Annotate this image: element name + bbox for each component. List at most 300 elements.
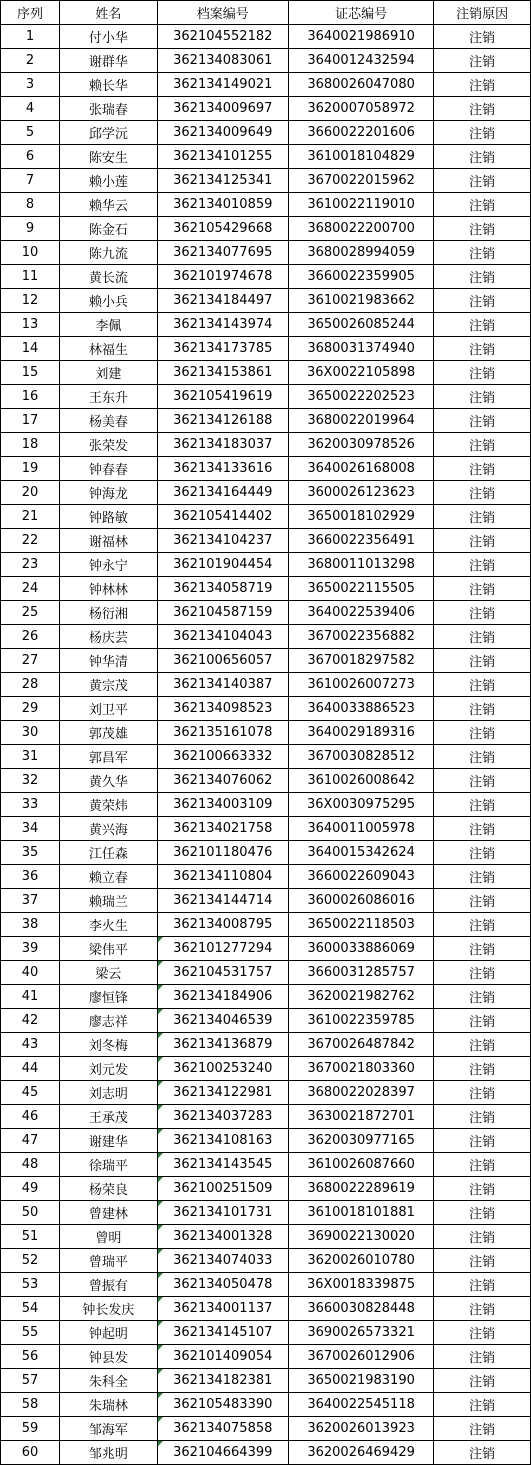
cell-serial: 14 bbox=[1, 337, 60, 361]
cell-reason: 注销 bbox=[434, 1393, 531, 1417]
cell-reason: 注销 bbox=[434, 433, 531, 457]
cell-reason: 注销 bbox=[434, 169, 531, 193]
cell-chip-no: 3640033886523 bbox=[288, 697, 433, 721]
cell-name: 杨庆芸 bbox=[60, 625, 158, 649]
cell-chip-no: 3610026087660 bbox=[288, 1153, 433, 1177]
table-row bbox=[1, 1153, 531, 1177]
cell-serial: 32 bbox=[1, 769, 60, 793]
cell-serial: 31 bbox=[1, 745, 60, 769]
cell-serial: 38 bbox=[1, 913, 60, 937]
cell-name: 李火生 bbox=[60, 913, 158, 937]
table-row bbox=[1, 1105, 531, 1129]
cell-chip-no: 3620026010780 bbox=[288, 1249, 433, 1273]
table-row bbox=[1, 529, 531, 553]
cell-name: 郭昌军 bbox=[60, 745, 158, 769]
cell-name: 刘建 bbox=[60, 361, 158, 385]
table-row bbox=[1, 313, 531, 337]
cell-file-no: 362104531757 bbox=[157, 961, 288, 985]
cell-chip-no: 3620030977165 bbox=[288, 1129, 433, 1153]
cell-file-no: 362104587159 bbox=[157, 601, 288, 625]
cell-reason: 注销 bbox=[434, 961, 531, 985]
cell-chip-no: 3610018104829 bbox=[288, 145, 433, 169]
table-row bbox=[1, 913, 531, 937]
cell-file-no: 362100253240 bbox=[157, 1057, 288, 1081]
cell-chip-no: 3680022200700 bbox=[288, 217, 433, 241]
cell-name: 张瑞春 bbox=[60, 97, 158, 121]
cell-chip-no: 3680022289619 bbox=[288, 1177, 433, 1201]
cell-file-no: 362101409054 bbox=[157, 1345, 288, 1369]
cell-reason: 注销 bbox=[434, 361, 531, 385]
cell-reason: 注销 bbox=[434, 265, 531, 289]
cell-reason: 注销 bbox=[434, 505, 531, 529]
table-row bbox=[1, 1273, 531, 1297]
cell-chip-no: 36X0022105898 bbox=[288, 361, 433, 385]
cell-file-no: 362134164449 bbox=[157, 481, 288, 505]
table-row bbox=[1, 745, 531, 769]
cell-name: 王东升 bbox=[60, 385, 158, 409]
cell-file-no: 362134008795 bbox=[157, 913, 288, 937]
table-row bbox=[1, 481, 531, 505]
cell-chip-no: 3670022356882 bbox=[288, 625, 433, 649]
cell-file-no: 362134143974 bbox=[157, 313, 288, 337]
cell-reason: 注销 bbox=[434, 793, 531, 817]
cell-reason: 注销 bbox=[434, 721, 531, 745]
cell-chip-no: 3640021986910 bbox=[288, 25, 433, 49]
cell-reason: 注销 bbox=[434, 1009, 531, 1033]
cell-serial: 59 bbox=[1, 1417, 60, 1441]
cell-name: 刘冬梅 bbox=[60, 1033, 158, 1057]
cell-name: 钟林林 bbox=[60, 577, 158, 601]
cell-reason: 注销 bbox=[434, 673, 531, 697]
cell-chip-no: 3660022359905 bbox=[288, 265, 433, 289]
cell-chip-no: 3660030828448 bbox=[288, 1297, 433, 1321]
cell-file-no: 362134075858 bbox=[157, 1417, 288, 1441]
cell-name: 林福生 bbox=[60, 337, 158, 361]
cell-reason: 注销 bbox=[434, 1153, 531, 1177]
cell-reason: 注销 bbox=[434, 1081, 531, 1105]
cell-reason: 注销 bbox=[434, 1033, 531, 1057]
table-row bbox=[1, 265, 531, 289]
cell-chip-no: 3660022356491 bbox=[288, 529, 433, 553]
cell-serial: 18 bbox=[1, 433, 60, 457]
cell-name: 徐瑞平 bbox=[60, 1153, 158, 1177]
cell-name: 刘卫平 bbox=[60, 697, 158, 721]
cell-chip-no: 3620021982762 bbox=[288, 985, 433, 1009]
table-row bbox=[1, 457, 531, 481]
cell-serial: 7 bbox=[1, 169, 60, 193]
cell-serial: 57 bbox=[1, 1369, 60, 1393]
cell-name: 杨美春 bbox=[60, 409, 158, 433]
cell-file-no: 362134133616 bbox=[157, 457, 288, 481]
cell-reason: 注销 bbox=[434, 745, 531, 769]
cell-name: 陈九流 bbox=[60, 241, 158, 265]
cell-file-no: 362134009649 bbox=[157, 121, 288, 145]
cell-chip-no: 3680026047080 bbox=[288, 73, 433, 97]
cell-serial: 27 bbox=[1, 649, 60, 673]
cell-reason: 注销 bbox=[434, 1129, 531, 1153]
cell-serial: 10 bbox=[1, 241, 60, 265]
cell-reason: 注销 bbox=[434, 865, 531, 889]
cell-serial: 24 bbox=[1, 577, 60, 601]
cell-chip-no: 3670030828512 bbox=[288, 745, 433, 769]
cell-name: 刘元发 bbox=[60, 1057, 158, 1081]
cell-reason: 注销 bbox=[434, 145, 531, 169]
cell-reason: 注销 bbox=[434, 649, 531, 673]
cell-reason: 注销 bbox=[434, 913, 531, 937]
cell-file-no: 362105429668 bbox=[157, 217, 288, 241]
table-row bbox=[1, 577, 531, 601]
cell-file-no: 362134003109 bbox=[157, 793, 288, 817]
cell-serial: 58 bbox=[1, 1393, 60, 1417]
cell-name: 谢建华 bbox=[60, 1129, 158, 1153]
cell-name: 朱瑞林 bbox=[60, 1393, 158, 1417]
cell-chip-no: 3650022115505 bbox=[288, 577, 433, 601]
cell-serial: 60 bbox=[1, 1441, 60, 1465]
cell-reason: 注销 bbox=[434, 1441, 531, 1465]
cell-name: 黄久华 bbox=[60, 769, 158, 793]
cell-reason: 注销 bbox=[434, 553, 531, 577]
cell-name: 钟起明 bbox=[60, 1321, 158, 1345]
cell-serial: 39 bbox=[1, 937, 60, 961]
cell-reason: 注销 bbox=[434, 1177, 531, 1201]
cell-file-no: 362134009697 bbox=[157, 97, 288, 121]
cell-reason: 注销 bbox=[434, 817, 531, 841]
cell-name: 钟路敏 bbox=[60, 505, 158, 529]
cell-name: 陈安生 bbox=[60, 145, 158, 169]
cell-serial: 2 bbox=[1, 49, 60, 73]
table-row bbox=[1, 289, 531, 313]
table-row bbox=[1, 385, 531, 409]
cell-reason: 注销 bbox=[434, 1417, 531, 1441]
cell-name: 李佩 bbox=[60, 313, 158, 337]
cell-file-no: 362134173785 bbox=[157, 337, 288, 361]
cell-reason: 注销 bbox=[434, 1297, 531, 1321]
cell-reason: 注销 bbox=[434, 193, 531, 217]
cell-chip-no: 3610021983662 bbox=[288, 289, 433, 313]
cell-chip-no: 3650022118503 bbox=[288, 913, 433, 937]
cell-file-no: 362100251509 bbox=[157, 1177, 288, 1201]
cell-serial: 28 bbox=[1, 673, 60, 697]
table-row bbox=[1, 1225, 531, 1249]
cell-serial: 26 bbox=[1, 625, 60, 649]
cell-reason: 注销 bbox=[434, 1369, 531, 1393]
cell-reason: 注销 bbox=[434, 49, 531, 73]
cell-file-no: 362134001328 bbox=[157, 1225, 288, 1249]
table-row bbox=[1, 361, 531, 385]
cell-file-no: 362134076062 bbox=[157, 769, 288, 793]
cell-serial: 53 bbox=[1, 1273, 60, 1297]
cell-serial: 36 bbox=[1, 865, 60, 889]
table-row bbox=[1, 1081, 531, 1105]
cell-reason: 注销 bbox=[434, 1201, 531, 1225]
cell-chip-no: 3690022130020 bbox=[288, 1225, 433, 1249]
cell-name: 钟华清 bbox=[60, 649, 158, 673]
cell-reason: 注销 bbox=[434, 1273, 531, 1297]
cell-name: 赖长华 bbox=[60, 73, 158, 97]
cell-file-no: 362134182381 bbox=[157, 1369, 288, 1393]
table-row bbox=[1, 937, 531, 961]
cell-name: 钟春春 bbox=[60, 457, 158, 481]
cell-name: 张荣发 bbox=[60, 433, 158, 457]
table-row bbox=[1, 1129, 531, 1153]
table-row bbox=[1, 97, 531, 121]
table-row bbox=[1, 433, 531, 457]
cell-reason: 注销 bbox=[434, 409, 531, 433]
cell-chip-no: 3650018102929 bbox=[288, 505, 433, 529]
cell-file-no: 362134145107 bbox=[157, 1321, 288, 1345]
table-body bbox=[1, 25, 531, 1465]
cell-chip-no: 3680022028397 bbox=[288, 1081, 433, 1105]
cell-name: 邱学沅 bbox=[60, 121, 158, 145]
cell-chip-no: 3610022119010 bbox=[288, 193, 433, 217]
cell-serial: 5 bbox=[1, 121, 60, 145]
cell-serial: 41 bbox=[1, 985, 60, 1009]
table-row bbox=[1, 409, 531, 433]
cell-serial: 40 bbox=[1, 961, 60, 985]
cell-serial: 34 bbox=[1, 817, 60, 841]
cell-name: 付小华 bbox=[60, 25, 158, 49]
cell-file-no: 362105483390 bbox=[157, 1393, 288, 1417]
cell-file-no: 362134021758 bbox=[157, 817, 288, 841]
table-row bbox=[1, 625, 531, 649]
cell-chip-no: 3640022545118 bbox=[288, 1393, 433, 1417]
cell-reason: 注销 bbox=[434, 385, 531, 409]
cell-chip-no: 36X0018339875 bbox=[288, 1273, 433, 1297]
cell-name: 谢福林 bbox=[60, 529, 158, 553]
cell-name: 赖立春 bbox=[60, 865, 158, 889]
cell-serial: 17 bbox=[1, 409, 60, 433]
table-row bbox=[1, 985, 531, 1009]
table-row bbox=[1, 1177, 531, 1201]
cell-reason: 注销 bbox=[434, 241, 531, 265]
cell-serial: 49 bbox=[1, 1177, 60, 1201]
cell-serial: 20 bbox=[1, 481, 60, 505]
cell-file-no: 362134125341 bbox=[157, 169, 288, 193]
table-row bbox=[1, 121, 531, 145]
cell-serial: 51 bbox=[1, 1225, 60, 1249]
cell-serial: 45 bbox=[1, 1081, 60, 1105]
cell-serial: 56 bbox=[1, 1345, 60, 1369]
cell-serial: 29 bbox=[1, 697, 60, 721]
table-row bbox=[1, 1369, 531, 1393]
cell-file-no: 362134104237 bbox=[157, 529, 288, 553]
cell-name: 郭茂雄 bbox=[60, 721, 158, 745]
cell-reason: 注销 bbox=[434, 985, 531, 1009]
cell-name: 黄宗茂 bbox=[60, 673, 158, 697]
table-row bbox=[1, 697, 531, 721]
cell-file-no: 362101277294 bbox=[157, 937, 288, 961]
cell-name: 谢群华 bbox=[60, 49, 158, 73]
cell-reason: 注销 bbox=[434, 1345, 531, 1369]
cell-reason: 注销 bbox=[434, 337, 531, 361]
table-row bbox=[1, 241, 531, 265]
cell-chip-no: 3610018101881 bbox=[288, 1201, 433, 1225]
table-row bbox=[1, 649, 531, 673]
cell-chip-no: 3600033886069 bbox=[288, 937, 433, 961]
cell-chip-no: 3610026008642 bbox=[288, 769, 433, 793]
table-row bbox=[1, 1009, 531, 1033]
cell-name: 梁云 bbox=[60, 961, 158, 985]
cell-chip-no: 3620026013923 bbox=[288, 1417, 433, 1441]
cell-serial: 55 bbox=[1, 1321, 60, 1345]
cell-file-no: 362134110804 bbox=[157, 865, 288, 889]
header-chip-no: 证芯编号 bbox=[288, 1, 433, 25]
cell-chip-no: 3670021803360 bbox=[288, 1057, 433, 1081]
cell-chip-no: 3660022201606 bbox=[288, 121, 433, 145]
cell-file-no: 362134050478 bbox=[157, 1273, 288, 1297]
cell-name: 曾瑞平 bbox=[60, 1249, 158, 1273]
cell-file-no: 362101180476 bbox=[157, 841, 288, 865]
header-name: 姓名 bbox=[60, 1, 158, 25]
cell-file-no: 362100656057 bbox=[157, 649, 288, 673]
cell-file-no: 362100663332 bbox=[157, 745, 288, 769]
cell-file-no: 362105414402 bbox=[157, 505, 288, 529]
cell-chip-no: 3650026085244 bbox=[288, 313, 433, 337]
table-row bbox=[1, 505, 531, 529]
table-row bbox=[1, 1057, 531, 1081]
cell-reason: 注销 bbox=[434, 937, 531, 961]
cell-chip-no: 3620007058972 bbox=[288, 97, 433, 121]
cell-serial: 22 bbox=[1, 529, 60, 553]
cell-reason: 注销 bbox=[434, 25, 531, 49]
cell-chip-no: 3680031374940 bbox=[288, 337, 433, 361]
cell-chip-no: 3610026007273 bbox=[288, 673, 433, 697]
cell-chip-no: 3670026012906 bbox=[288, 1345, 433, 1369]
cell-file-no: 362134074033 bbox=[157, 1249, 288, 1273]
cell-file-no: 362104664399 bbox=[157, 1441, 288, 1465]
cell-name: 梁伟平 bbox=[60, 937, 158, 961]
cell-serial: 43 bbox=[1, 1033, 60, 1057]
cell-serial: 23 bbox=[1, 553, 60, 577]
cell-name: 杨衍湘 bbox=[60, 601, 158, 625]
cell-reason: 注销 bbox=[434, 769, 531, 793]
cell-reason: 注销 bbox=[434, 313, 531, 337]
cell-reason: 注销 bbox=[434, 1105, 531, 1129]
cell-chip-no: 3620026469429 bbox=[288, 1441, 433, 1465]
cell-name: 赖华云 bbox=[60, 193, 158, 217]
cell-file-no: 362134101731 bbox=[157, 1201, 288, 1225]
cell-chip-no: 3630021872701 bbox=[288, 1105, 433, 1129]
cell-serial: 1 bbox=[1, 25, 60, 49]
cell-serial: 54 bbox=[1, 1297, 60, 1321]
cell-chip-no: 3640029189316 bbox=[288, 721, 433, 745]
table-row bbox=[1, 1441, 531, 1465]
cell-name: 赖小兵 bbox=[60, 289, 158, 313]
cell-file-no: 362104552182 bbox=[157, 25, 288, 49]
cell-file-no: 362134140387 bbox=[157, 673, 288, 697]
cell-file-no: 362134001137 bbox=[157, 1297, 288, 1321]
cell-file-no: 362134122981 bbox=[157, 1081, 288, 1105]
cell-chip-no: 3680011013298 bbox=[288, 553, 433, 577]
table-row bbox=[1, 193, 531, 217]
cell-chip-no: 3640022539406 bbox=[288, 601, 433, 625]
cell-name: 江任森 bbox=[60, 841, 158, 865]
cell-name: 陈金石 bbox=[60, 217, 158, 241]
table-row bbox=[1, 169, 531, 193]
cell-chip-no: 3600026086016 bbox=[288, 889, 433, 913]
cell-name: 钟海龙 bbox=[60, 481, 158, 505]
cell-reason: 注销 bbox=[434, 1225, 531, 1249]
cell-serial: 47 bbox=[1, 1129, 60, 1153]
cell-serial: 33 bbox=[1, 793, 60, 817]
cell-serial: 35 bbox=[1, 841, 60, 865]
table-row bbox=[1, 1297, 531, 1321]
cell-file-no: 362134184497 bbox=[157, 289, 288, 313]
table-row bbox=[1, 769, 531, 793]
cell-file-no: 362134098523 bbox=[157, 697, 288, 721]
cell-name: 钟长发庆 bbox=[60, 1297, 158, 1321]
cell-chip-no: 3640015342624 bbox=[288, 841, 433, 865]
cell-file-no: 362134083061 bbox=[157, 49, 288, 73]
cell-name: 朱科全 bbox=[60, 1369, 158, 1393]
cell-file-no: 362134149021 bbox=[157, 73, 288, 97]
table-row bbox=[1, 337, 531, 361]
cell-serial: 25 bbox=[1, 601, 60, 625]
cell-name: 王承茂 bbox=[60, 1105, 158, 1129]
cell-serial: 16 bbox=[1, 385, 60, 409]
cell-reason: 注销 bbox=[434, 697, 531, 721]
cell-name: 黄荣炜 bbox=[60, 793, 158, 817]
cell-chip-no: 3650022202523 bbox=[288, 385, 433, 409]
cell-name: 黄兴海 bbox=[60, 817, 158, 841]
cell-reason: 注销 bbox=[434, 481, 531, 505]
table-row bbox=[1, 601, 531, 625]
cell-name: 廖恒锋 bbox=[60, 985, 158, 1009]
cell-serial: 8 bbox=[1, 193, 60, 217]
cell-reason: 注销 bbox=[434, 73, 531, 97]
cell-reason: 注销 bbox=[434, 97, 531, 121]
cell-serial: 6 bbox=[1, 145, 60, 169]
cell-file-no: 362101974678 bbox=[157, 265, 288, 289]
cell-serial: 52 bbox=[1, 1249, 60, 1273]
cell-file-no: 362134104043 bbox=[157, 625, 288, 649]
cell-name: 钟县发 bbox=[60, 1345, 158, 1369]
table-row bbox=[1, 1201, 531, 1225]
cell-reason: 注销 bbox=[434, 577, 531, 601]
cell-chip-no: 3670022015962 bbox=[288, 169, 433, 193]
table-row bbox=[1, 1393, 531, 1417]
cell-file-no: 362101904454 bbox=[157, 553, 288, 577]
cell-file-no: 362134144714 bbox=[157, 889, 288, 913]
table-row bbox=[1, 673, 531, 697]
cell-file-no: 362134010859 bbox=[157, 193, 288, 217]
cell-reason: 注销 bbox=[434, 1057, 531, 1081]
cell-name: 曾明 bbox=[60, 1225, 158, 1249]
cell-file-no: 362134058719 bbox=[157, 577, 288, 601]
cell-reason: 注销 bbox=[434, 529, 531, 553]
cell-serial: 3 bbox=[1, 73, 60, 97]
cell-reason: 注销 bbox=[434, 625, 531, 649]
table-row bbox=[1, 1345, 531, 1369]
cell-serial: 4 bbox=[1, 97, 60, 121]
table-row bbox=[1, 49, 531, 73]
cell-name: 赖瑞兰 bbox=[60, 889, 158, 913]
cell-name: 黄长流 bbox=[60, 265, 158, 289]
table-row bbox=[1, 841, 531, 865]
cell-serial: 42 bbox=[1, 1009, 60, 1033]
table-row bbox=[1, 1321, 531, 1345]
cell-chip-no: 3670026487842 bbox=[288, 1033, 433, 1057]
cell-reason: 注销 bbox=[434, 217, 531, 241]
table-row bbox=[1, 1033, 531, 1057]
cell-file-no: 362105419619 bbox=[157, 385, 288, 409]
cell-reason: 注销 bbox=[434, 1249, 531, 1273]
table-row bbox=[1, 217, 531, 241]
cell-file-no: 362134108163 bbox=[157, 1129, 288, 1153]
cell-file-no: 362135161078 bbox=[157, 721, 288, 745]
cell-file-no: 362134153861 bbox=[157, 361, 288, 385]
cell-chip-no: 3660022609043 bbox=[288, 865, 433, 889]
